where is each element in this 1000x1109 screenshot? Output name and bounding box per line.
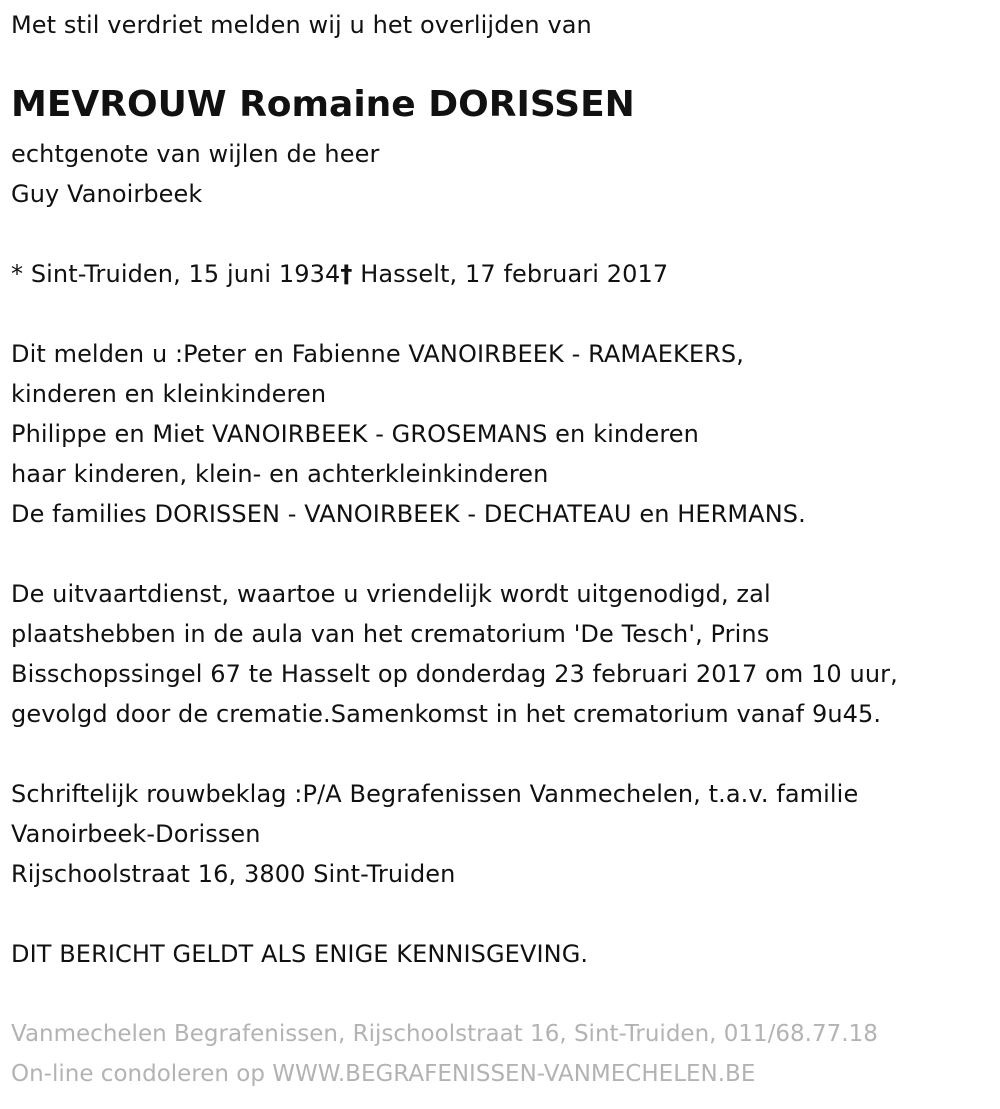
deceased-name: MEVROUW Romaine DORISSEN xyxy=(11,84,635,125)
service-line: plaatshebben in de aula van het crematorium 'De Tesch', Prins xyxy=(11,620,770,648)
cross-icon: † xyxy=(340,260,353,288)
service-line: De uitvaartdienst, waartoe u vriendelijk wordt uitgenodigd, zal xyxy=(11,580,771,608)
notice-text: DIT BERICHT GELDT ALS ENIGE KENNISGEVING. xyxy=(11,940,589,968)
condolence-line: Schriftelijk rouwbeklag :P/A Begrafenissen Vanmechelen, t.a.v. familie xyxy=(11,780,859,808)
family-line: Dit melden u :Peter en Fabienne VANOIRBEEK - RAMAEKERS, xyxy=(11,340,744,368)
footer-online-condolences: On-line condoleren op WWW.BEGRAFENISSEN-VANMECHELEN.BE xyxy=(11,1061,756,1087)
spouse-line-1: echtgenote van wijlen de heer xyxy=(11,140,380,168)
family-line: Philippe en Miet VANOIRBEEK - GROSEMANS en kinderen xyxy=(11,420,699,448)
service-line: gevolgd door de crematie.Samenkomst in het crematorium vanaf 9u45. xyxy=(11,700,882,728)
family-line: kinderen en kleinkinderen xyxy=(11,380,327,408)
family-line: haar kinderen, klein- en achterkleinkinderen xyxy=(11,460,549,488)
family-line: De families DORISSEN - VANOIRBEEK - DECHATEAU en HERMANS. xyxy=(11,500,806,528)
spouse-line-2: Guy Vanoirbeek xyxy=(11,180,203,208)
intro-text: Met stil verdriet melden wij u het overlijden van xyxy=(11,11,592,39)
life-dates xyxy=(11,254,668,294)
service-line: Bisschopssingel 67 te Hasselt op donderdag 23 februari 2017 om 10 uur, xyxy=(11,660,898,688)
birth-date: * Sint-Truiden, 15 juni 1934 xyxy=(11,260,341,288)
condolence-line: Rijschoolstraat 16, 3800 Sint-Truiden xyxy=(11,860,456,888)
footer-address: Vanmechelen Begrafenissen, Rijschoolstraat 16, Sint-Truiden, 011/68.77.18 xyxy=(11,1021,878,1047)
condolence-line: Vanoirbeek-Dorissen xyxy=(11,820,261,848)
death-date: Hasselt, 17 februari 2017 xyxy=(352,260,669,288)
